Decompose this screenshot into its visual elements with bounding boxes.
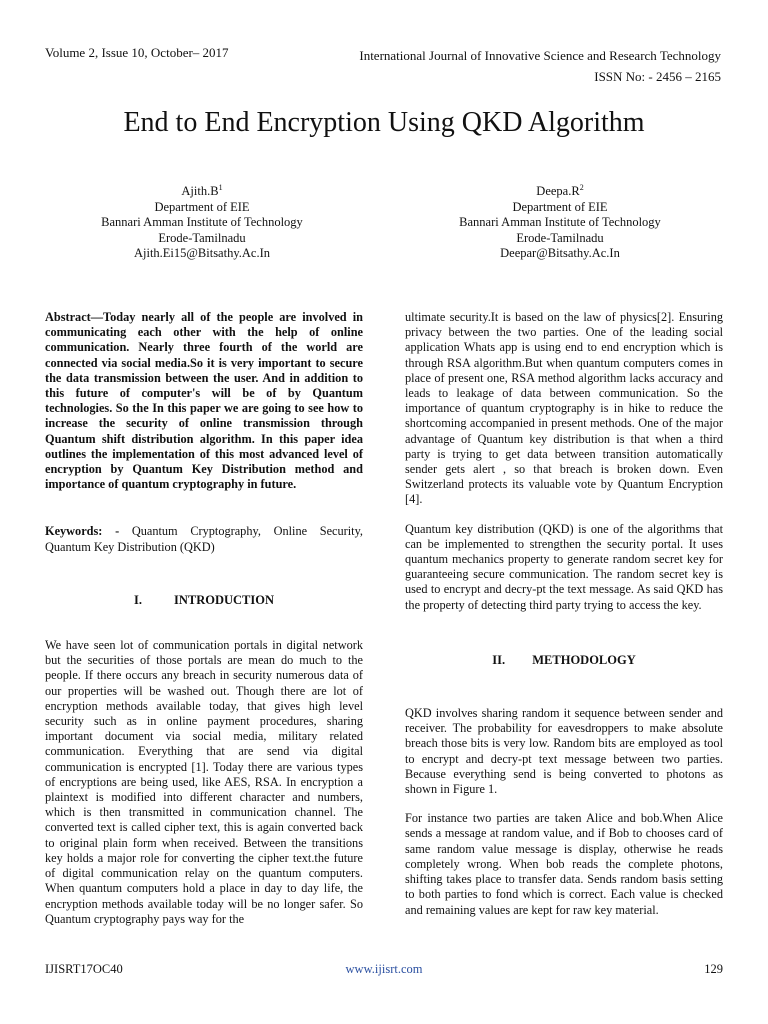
page-footer xyxy=(45,962,723,978)
section-heading-introduction: I. INTRODUCTION xyxy=(133,592,274,607)
methodology-paragraph-2: For instance two parties are taken Alice and bob.When Alice sends a message at random value, and if Bob to chooses card of same random value message is display, otherwise he reads completely wrong. When bob reads the complete photons, shifting takes place to transfer data. Sends random basis setting to both parties to fond which is correct. Each value is checked and remaining values are kept for raw key material. xyxy=(405,811,723,917)
author-block-2 xyxy=(430,180,690,262)
author-block-1 xyxy=(72,180,332,262)
right-column xyxy=(405,310,723,918)
author-email[interactable]: Ajith.Ei15@Bitsathy.Ac.In xyxy=(133,246,271,261)
methodology-paragraph-1: QKD involves sharing random it sequence between sender and receiver. The probability for eavesdroppers to make absolute breach those bits is very low. Random bits are employed as tool to encrypt and decry-pt text message between two parties. Because everything send is being converted to photons as shown in Figure 1. xyxy=(405,706,723,797)
page-number: 129 xyxy=(704,962,723,976)
intro-paragraph: We have seen lot of communication portals in digital network but the securities of those portals are mean do much to the people. If there occurs any breach in security numerous data of our properties will be washed out. Though there are lot of encryption methods available today, that gives high level security such as in online payment procedures, sharing important document via social media, military related communication. Everything that are send via digital communication is encrypted [1]. Today there are various types of encryptions are being used, like AES, RSA. In encryption a plaintext is modified into different character and numbers, which is then transmitted in communication channel. The converted text is called cipher text, this is again converted back to original plain form when received. Between the transitions key holds a major role for converting the cipher text.the future of digital communication relay on the quantum computers. When quantum computers hold a place in day to day life, the encryption methods available today will be no longer safer. So Quantum cryptography pays way for the xyxy=(45,638,363,926)
author-location: Erode-Tamilnadu xyxy=(158,230,246,245)
author-dept: Department of EIE xyxy=(512,199,608,214)
section-heading-methodology: II. METHODOLOGY xyxy=(492,652,636,667)
author-institution: Bannari Amman Institute of Technology xyxy=(101,215,303,230)
author-location: Erode-Tamilnadu xyxy=(516,230,604,245)
author-institution: Bannari Amman Institute of Technology xyxy=(459,215,661,230)
intro-continued-paragraph: ultimate security.It is based on the law of physics[2]. Ensuring privacy between the two parties. One of the leading social application Whats app is using end to end encryption which is through RSA algorithm.But when quantum computers comes in place of present one, RSA method algorithm lacks accuracy and leads to leakage of data between communication. So the importance of quantum cryptography is in hike to reduce the shortcoming accompanied in present methods. One of the major advantage of Quantum key distribution is that when a third party is trying to get data between transition automatically sender gets alert , so that breach is broken down. Even Switzerland protects its valuable vote by Quantum Encryption [4]. xyxy=(405,310,723,507)
qkd-paragraph: Quantum key distribution (QKD) is one of the algorithms that can be implemented to strengthen the security portal. It uses quantum mechanics property to generate random secret key for guaranteeing secure communication. The random secret key is used to encrypt and decry-pt the text message. As said QKD has the property of detecting third party trying to access the key. xyxy=(405,521,723,612)
author-email[interactable]: Deepar@Bitsathy.Ac.In xyxy=(500,246,620,261)
paper-title: End to End Encryption Using QKD Algorithm xyxy=(123,107,645,138)
paper-code: IJISRT17OC40 xyxy=(45,962,123,976)
journal-url-link[interactable]: www.ijisrt.com xyxy=(345,962,423,976)
journal-header xyxy=(359,45,721,87)
author-dept: Department of EIE xyxy=(154,199,250,214)
issn: ISSN No: - 2456 – 2165 xyxy=(594,69,721,84)
abstract: Abstract—Today nearly all of the people are involved in communicating each other with the help of online communication. Nearly three fourth of the world are connected via social media.So it is very important to secure the data transmission between the user. And in addition to this future of computer's will be of by Quantum technologies. So the In this paper we are going to see how to increase the security of online transmission through Quantum shift distribution algorithm. In this paper idea outlines the implementation of this most advanced level of encryption by Quantum Key Distribution method and importance of quantum cryptography in future. xyxy=(45,310,363,492)
keywords: Keywords: - Quantum Cryptography, Online Security, Quantum Key Distribution (QKD) xyxy=(45,524,364,554)
author-name: $Deepa.R^2$ xyxy=(536,183,584,199)
journal-name: International Journal of Innovative Science and Research Technology xyxy=(359,48,721,63)
volume-info: Volume 2, Issue 10, October– 2017 xyxy=(45,45,229,60)
left-column xyxy=(45,310,363,927)
author-name: $Ajith.B^1$ xyxy=(181,183,223,199)
